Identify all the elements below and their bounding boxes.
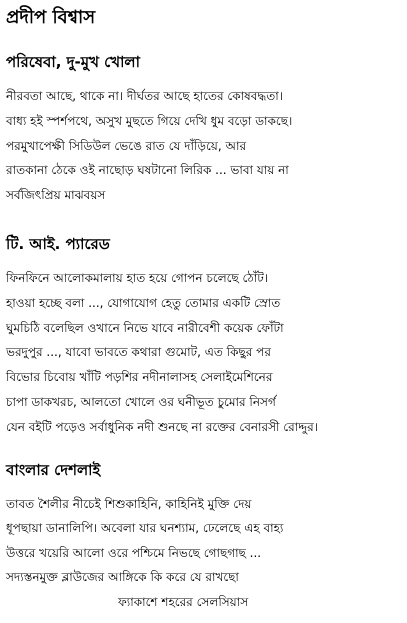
poem-line: রাতকানা ঠেকে ওই নাছোড় ঘষটানো লিরিক ... ভাবা যায় না — [6, 163, 289, 178]
poem-line: বাধ্য হই স্পর্শপথে, অসুখ মুছতে গিয়ে দেখি ধুম বড়ো ডাকছে। — [6, 113, 293, 128]
poem-line: তাবত শৈলীর নীচেই শিশুকাহিনি, কাহিনিই মুক্তি দেয় — [6, 497, 252, 511]
poem-title: পরিষেবা, দু-মুখ খোলা — [6, 53, 140, 71]
author-name: প্রদীপ বিশ্বাস — [6, 7, 96, 28]
poem-line: পরমুখাপেক্ষী সিডিউল ভেঙে রাত যে দাঁড়িয়ে, আর — [6, 138, 247, 153]
poem-3 — [6, 458, 404, 614]
poem-line: ফিনফিনে আলোকমালায় হাত হয়ে গোপন চলেছে ঠোঁট। — [6, 271, 269, 285]
poem-line: ধূপছায়া ডানালিপি। অবেলা যার ঘনশ্যাম, ঢেলেছে এহ বাহ্য — [6, 521, 284, 536]
poem-line: ভরদুপুর ..., যাবো ভাবতে কথারা গুমোট, এত কিছুর পর — [6, 345, 271, 360]
poem-line: নীরবতা আছে, থাকে না। দীর্ঘতর আছে হাতের কোষবদ্ধতা। — [6, 89, 284, 103]
poem-line: চাপা ডাকখরচ, আলতো খোলে ওর ঘনীভূত চুমোর নিসর্গ — [6, 394, 276, 409]
poem-2 — [6, 232, 404, 440]
poem-line: সর্বজিৎপ্রিয় মাঝবয়স — [6, 188, 106, 203]
poem-line: যেন বইটি পড়েও সর্বাধুনিক নদী শুনছে না রক্তের বেনারসী রোদ্দুর। — [6, 419, 319, 434]
poem-title: বাংলার দেশলাই — [6, 461, 101, 479]
poem-line: বিভোর চিবোয় খাঁটি পড়শির নদীনালাসহ সেলাইমেশিনের — [6, 370, 273, 385]
poem-title: টি. আই. প্যারেড — [6, 235, 110, 253]
poem-line: সদ্যস্তনমুক্ত ব্লাউজের আঙ্গিকে কি করে যে রাখছো — [6, 570, 239, 585]
poem-line: হাওয়া হচ্ছে বলা ..., যোগাযোগ হেতু তোমার একটি স্রোত — [6, 295, 281, 310]
poem-1 — [6, 50, 404, 208]
poem-line: উত্তরে খয়েরি আলো ওরে পশ্চিমে নিভছে গোছগাছ ... — [6, 545, 262, 560]
poem-line: ফ্যাকাশে শহরের সেলসিয়াস — [118, 594, 249, 609]
poem-line: ঘুমচিঠি বলেছিল ওখানে নিভে যাবে নারীবেশী কয়েক ফোঁটা — [6, 320, 284, 335]
